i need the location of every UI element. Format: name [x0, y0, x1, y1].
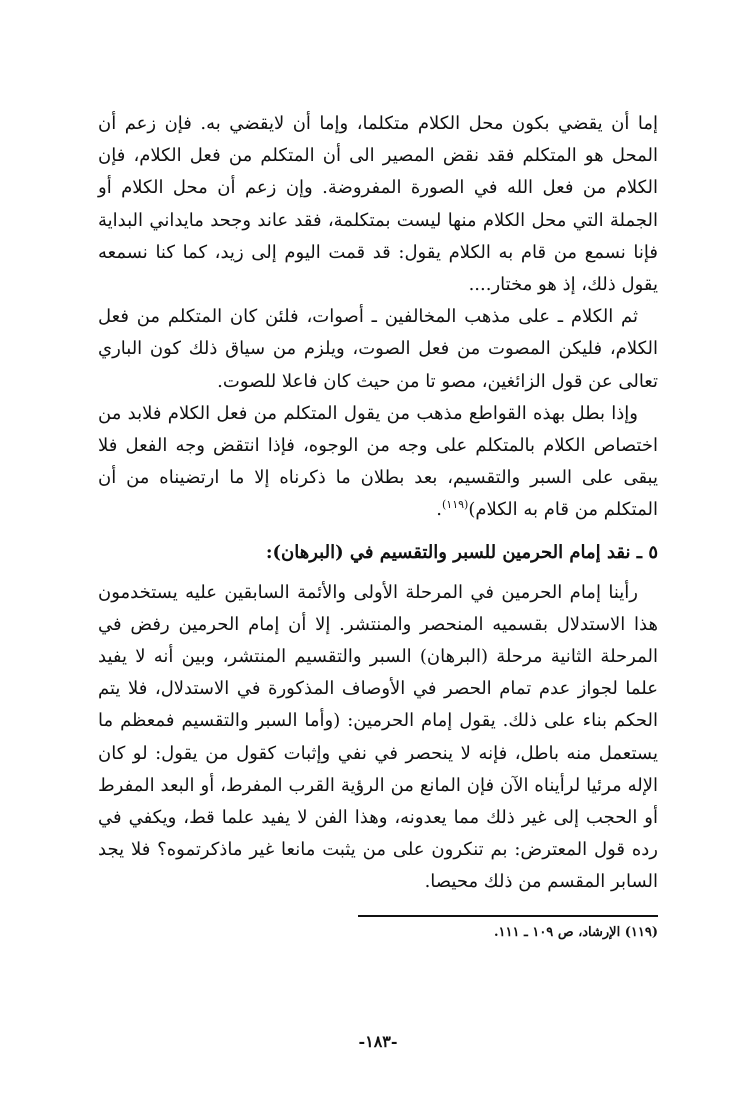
footnote-divider	[358, 915, 658, 917]
footnote: (١١٩) الإرشاد، ص ١٠٩ ـ ١١١.	[493, 924, 658, 940]
main-text-2	[98, 577, 658, 899]
paragraph-4: رأينا إمام الحرمين في المرحلة الأولى والأئمة السابقين عليه يستخدمون هذا الاستدلال بقسميه المنحصر والمنتشر. إلا أن إمام الحرمين رفض في المرحلة الثانية مرحلة (البرهان) السبر والتقسيم المنتشر، وبين أنه لا يفيد علما لجواز عدم تمام الحصر في الأوصاف المذكورة في الاستدلال، فلا يتم الحكم بناء على ذلك. يقول إمام الحرمين: (وأما السبر والتقسيم فمعظم ما يستعمل منه باطل، فإنه لا ينحصر في نفي وإثبات كقول من يقول: لو كان الإله مرئيا لرأيناه الآن فإن المانع من الرؤية القرب المفرط، أو البعد المفرط أو الحجب إلى غير ذلك مما يعدونه، وهذا الفن لا يفيد علما قط، ويكفي في رده قول المعترض: بم تنكرون على من يثبت مانعا غير ماذكرتموه؟ فلا يجد السابر المقسم من ذلك محيصا.	[98, 581, 658, 893]
paragraph-3	[98, 398, 658, 527]
paragraph-3-tail: .	[436, 499, 442, 521]
section-heading: ٥ ـ نقد إمام الحرمين للسبر والتقسيم في (البرهان):	[265, 541, 658, 563]
document-page	[98, 108, 658, 1068]
paragraph-3-text: وإذا بطل بهذه القواطع مذهب من يقول المتكلم من فعل الكلام فلابد من اختصاص الكلام بالمتكلم على وجه من الوجوه، فإذا انتقض وجه الفعل فلا يبقى على السبر والتقسيم، بعد بطلان ما ذكرناه إلا ما ارتضيناه من أن المتكلم من قام به الكلام)	[98, 402, 658, 521]
page-number: -١٨٣-	[358, 1032, 398, 1051]
footnote-reference: (١١٩)	[442, 498, 469, 512]
paragraph-1: إما أن يقضي بكون محل الكلام متكلما، وإما أن لايقضي به. فإن زعم أن المحل هو المتكلم فقد نقض المصير الى أن المتكلم من فعل الكلام، فإن الكلام من فعل الله في الصورة المفروضة. وإن زعم أن محل الكلام أو الجملة التي محل الكلام منها ليست بمتكلمة، فقد عاند وجحد مايداني البداية فإنا نسمع من قام به الكلام يقول: قد قمت اليوم إلى زيد، كما كنا نسمعه يقول ذلك، إذ هو مختار....	[98, 113, 658, 296]
main-text	[98, 108, 658, 527]
paragraph-2: ثم الكلام ـ على مذهب المخالفين ـ أصوات، فلئن كان المتكلم من فعل الكلام، فليكن المصوت من فعل الصوت، ويلزم من سياق ذلك كون الباري تعالى عن قول الزائغين، مصو تا من حيث كان فاعلا للصوت.	[98, 306, 658, 392]
